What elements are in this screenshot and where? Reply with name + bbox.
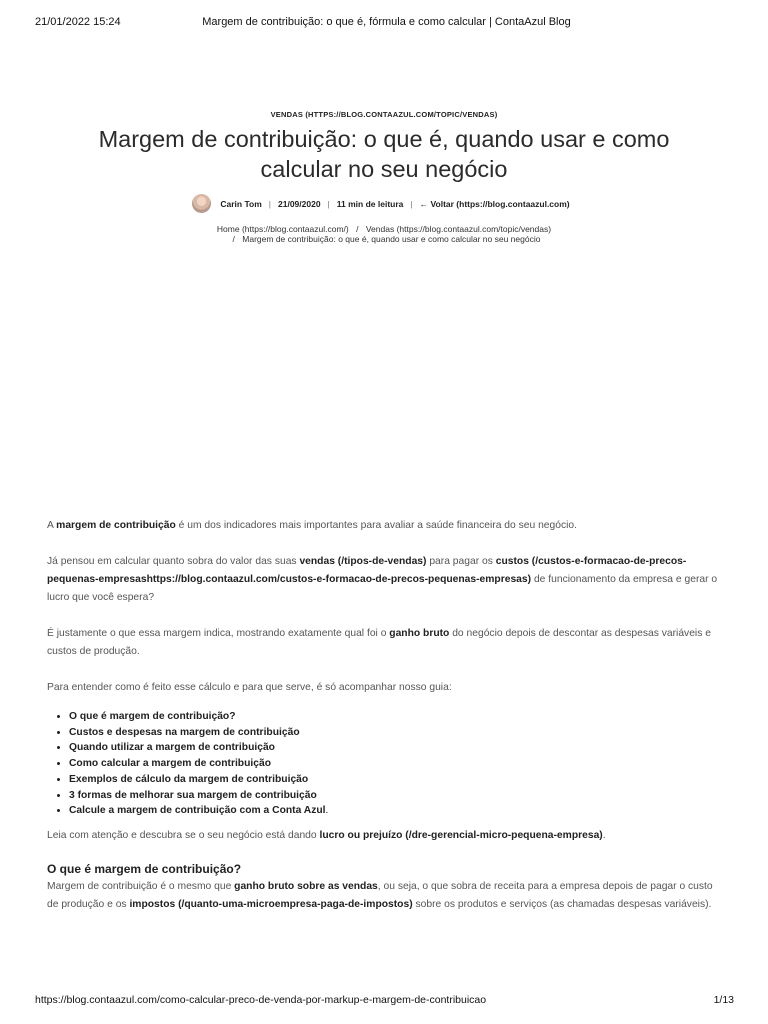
toc-item[interactable]: • Exemplos de cálculo da margem de contribuição	[69, 772, 724, 788]
author-name[interactable]: Carin Tom	[220, 198, 262, 209]
keyword-ganho-vendas: ganho bruto sobre as vendas	[234, 880, 378, 892]
keyword-margem: margem de contribuição	[56, 520, 176, 531]
breadcrumb-home[interactable]: Home (https://blog.contaazul.com/)	[216, 224, 349, 234]
paragraph-guia: Para entender como é feito esse cálculo e para que serve, é só acompanhar nosso guia:	[47, 682, 452, 693]
toc-item[interactable]: • O que é margem de contribuição?	[69, 709, 724, 725]
breadcrumb-current: Margem de contribuição: o que é, quando usar e como calcular no seu negócio	[242, 234, 541, 244]
article-title: Margem de contribuição: o que é, quando usar e como calcular no seu negócio	[98, 126, 670, 182]
toc-item[interactable]: • 3 formas de melhorar sua margem de contribuição	[69, 788, 724, 804]
breadcrumb-separator: /	[232, 234, 235, 244]
back-link[interactable]: ← Voltar (https://blog.contaazul.com)	[419, 198, 570, 209]
paragraph-ganho: É justamente o que essa margem indica, mostrando exatamente qual foi o ganho bruto do negócio depois de descontar as despesas variáveis e custos de produção.	[47, 628, 711, 657]
print-page-title: Margem de contribuição: o que é, fórmula e como calcular | ContaAzul Blog	[202, 16, 571, 28]
breadcrumb-category[interactable]: Vendas (https://blog.contaazul.com/topic/vendas)	[365, 224, 552, 234]
breadcrumb	[0, 224, 768, 244]
intro-paragraph: A margem de contribuição é um dos indicadores mais importantes para avaliar a saúde financeira do seu negócio.	[47, 520, 578, 531]
paragraph-vendas: Já pensou em calcular quanto sobra do valor das suas vendas (/tipos-de-vendas) para pagar os custos (/custos-e-formacao-de-precos-pequenas-empresashttps://blog.contaazul.com/custos-e-formacao-de-precos-pequenas-empresas) de funcionamento da empresa e gerar o lucro que você espera?	[47, 556, 718, 603]
breadcrumb-separator: /	[356, 224, 359, 234]
keyword-ganho-bruto: ganho bruto	[389, 628, 450, 639]
toc-item[interactable]: • Como calcular a margem de contribuição	[69, 756, 724, 772]
section-heading: O que é margem de contribuição?	[47, 861, 242, 876]
category-link[interactable]: VENDAS (HTTPS://BLOG.CONTAAZUL.COM/TOPIC/VENDAS)	[270, 110, 498, 119]
link-custos[interactable]: custos (/custos-e-formacao-de-precos-pequenas-empresashttps://blog.contaazul.com/custos-e-formacao-de-precos-pequenas-empresas)	[47, 556, 687, 585]
toc-item[interactable]: • Quando utilizar a margem de contribuição	[69, 740, 724, 756]
table-of-contents	[47, 709, 724, 819]
page-number: 1/13	[713, 994, 734, 1006]
meta-separator: |	[410, 198, 413, 209]
print-url: https://blog.contaazul.com/como-calcular-preco-de-venda-por-markup-e-margem-de-contribuicao	[35, 994, 487, 1006]
paragraph-lucro: Leia com atenção e descubra se o seu negócio está dando lucro ou prejuízo (/dre-gerencial-micro-pequena-empresa).	[47, 829, 606, 841]
article-body	[47, 517, 724, 932]
meta-separator: |	[327, 198, 330, 209]
author-avatar	[192, 194, 211, 213]
read-time: 11 min de leitura	[336, 198, 404, 209]
meta-separator: |	[268, 198, 271, 209]
paragraph-definicao: Margem de contribuição é o mesmo que ganho bruto sobre as vendas, ou seja, o que sobra de receita para a empresa depois de pagar o custo de produção e os impostos (/quanto-uma-microempresa-paga-de-impostos) sobre os produtos e serviços (as chamadas despesas variáveis).	[47, 880, 713, 910]
article-meta	[0, 194, 768, 213]
link-impostos[interactable]: impostos (/quanto-uma-microempresa-paga-de-impostos)	[129, 898, 413, 910]
print-footer	[35, 994, 734, 1006]
link-lucro-prejuizo[interactable]: lucro ou prejuízo (/dre-gerencial-micro-pequena-empresa)	[319, 829, 603, 841]
toc-item[interactable]: • Calcule a margem de contribuição com a Conta Azul.	[69, 803, 724, 819]
link-vendas[interactable]: vendas (/tipos-de-vendas)	[299, 556, 427, 567]
publish-date: 21/09/2020	[278, 198, 321, 209]
print-timestamp: 21/01/2022 15:24	[35, 16, 121, 28]
toc-item[interactable]: • Custos e despesas na margem de contribuição	[69, 725, 724, 741]
